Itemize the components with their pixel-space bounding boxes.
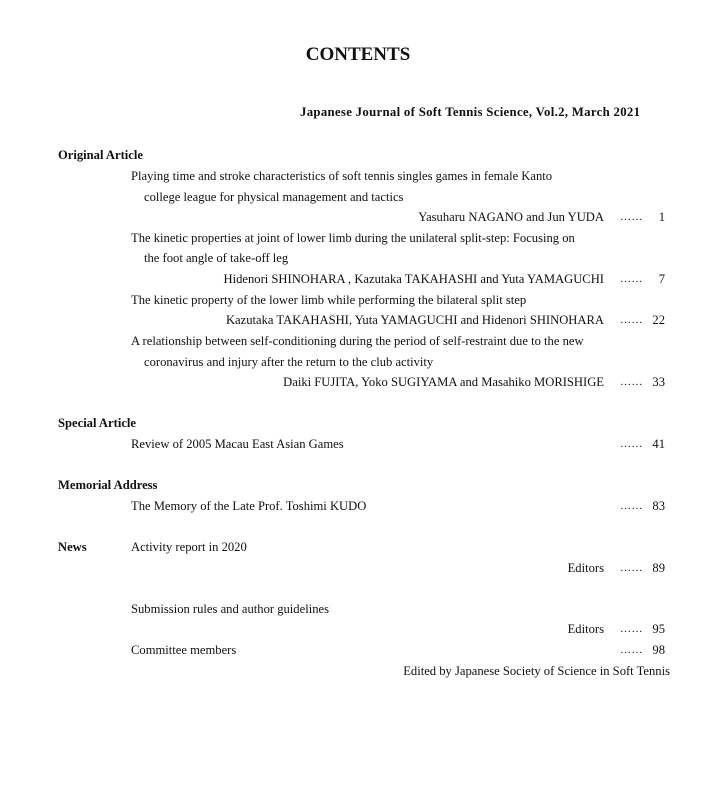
article-authors: Daiki FUJITA, Yoko SUGIYAMA and Masahiko MORISHIGE [283,375,604,389]
editor-credit: Edited by Japanese Society of Science in Soft Tennis [403,664,670,678]
dot-leader: …… [620,314,643,326]
dot-leader: …… [620,623,643,635]
dot-leader: …… [620,211,643,223]
page-number: 1 [658,210,665,224]
article-authors: Editors [567,622,604,636]
article-title-line[interactable]: The Memory of the Late Prof. Toshimi KUDO [131,499,367,513]
article-title-line[interactable]: Review of 2005 Macau East Asian Games [131,437,344,451]
section-heading-special-article: Special Article [58,416,136,430]
section-heading-memorial-address: Memorial Address [58,478,158,492]
article-title-line[interactable]: coronavirus and injury after the return to the club activity [144,355,434,369]
dot-leader: …… [620,500,643,512]
dot-leader: …… [620,438,643,450]
section-heading-news: News [58,540,87,554]
article-title-line[interactable]: the foot angle of take-off leg [144,251,289,265]
article-title-line[interactable]: Committee members [131,643,237,657]
page-number: 33 [652,375,665,389]
article-authors: Hidenori SHINOHARA , Kazutaka TAKAHASHI and Yuta YAMAGUCHI [223,272,604,286]
article-title-line[interactable]: college league for physical management and tactics [144,190,404,204]
journal-info: Japanese Journal of Soft Tennis Science, Vol.2, March 2021 [300,105,641,119]
article-title-line[interactable]: Activity report in 2020 [131,540,247,554]
page-title: CONTENTS [305,44,411,65]
article-authors: Kazutaka TAKAHASHI, Yuta YAMAGUCHI and Hidenori SHINOHARA [225,313,604,327]
article-authors: Editors [567,561,604,575]
article-title-line[interactable]: The kinetic property of the lower limb while performing the bilateral split step [131,293,527,307]
page-number: 89 [652,561,665,575]
article-authors: Yasuharu NAGANO and Jun YUDA [418,210,604,224]
dot-leader: …… [620,644,643,656]
article-title-line[interactable]: Submission rules and author guidelines [131,602,329,616]
page-number: 95 [652,622,665,636]
page-number: 22 [652,313,665,327]
article-title-line[interactable]: The kinetic properties at joint of lower limb during the unilateral split-step: Focusing on [131,231,575,245]
article-title-line[interactable]: A relationship between self-conditioning during the period of self-restraint due to the new [131,334,584,348]
article-title-line[interactable]: Playing time and stroke characteristics of soft tennis singles games in female Kanto [131,169,553,183]
dot-leader: …… [620,562,643,574]
dot-leader: …… [620,273,643,285]
page-number: 98 [652,643,665,657]
page-number: 41 [652,437,665,451]
page-number: 7 [658,272,665,286]
dot-leader: …… [620,376,643,388]
page-number: 83 [652,499,665,513]
section-heading-original-article: Original Article [58,148,143,162]
